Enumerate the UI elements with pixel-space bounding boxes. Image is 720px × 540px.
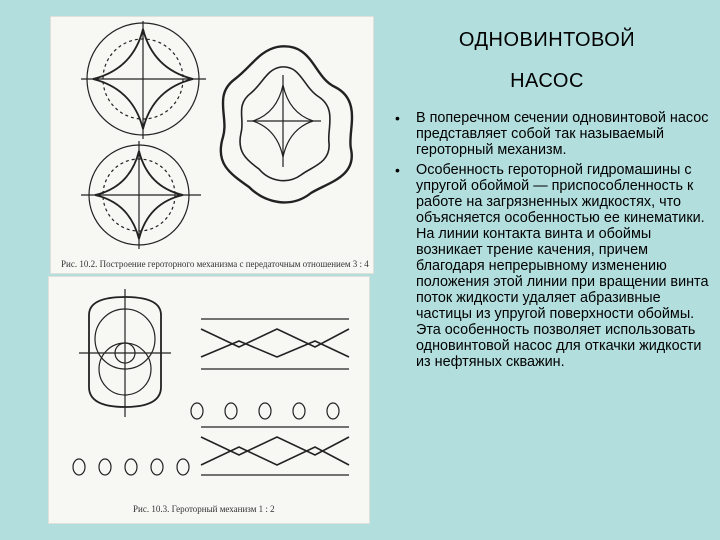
bullet-list bbox=[392, 110, 712, 374]
bullet-item bbox=[392, 162, 712, 370]
figure-caption: Рис. 10.2. Построение героторного механизма с передаточным отношением 3 : 4 bbox=[61, 259, 369, 269]
slide-title-line-2: НАСОС bbox=[510, 70, 584, 92]
bullet-icon: • bbox=[395, 162, 400, 178]
figure-gerotor-1-2 bbox=[48, 276, 370, 524]
bullet-item bbox=[392, 110, 712, 158]
bullet-text: Особенность героторной гидромашины с упругой обоймой — приспособленность к работе на загрязненных жидкостях, что объясняется особенностью ее кинематики. На линии контакта винта и обоймы возникает трение качения, причем благодаря непрерывному изменению положения этой линии при вращении винта поток жидкости удаляет абразивные частицы из упругой поверхности обоймы. Эта особенность позволяет использовать одновинтовой насос для откачки жидкости из нефтяных скважин. bbox=[416, 162, 709, 370]
gerotor-drawing bbox=[51, 17, 373, 257]
figure-caption: Рис. 10.3. Героторный механизм 1 : 2 bbox=[133, 504, 275, 514]
slide-title-line-1: ОДНОВИНТОВОЙ bbox=[458, 29, 636, 51]
bullet-icon: • bbox=[395, 110, 400, 126]
bullet-text: В поперечном сечении одновинтовой насос представляет собой так называемый героторный механизм. bbox=[416, 110, 709, 158]
figure-gerotor-3-4 bbox=[50, 16, 374, 274]
gerotor-mechanism-drawing bbox=[49, 277, 369, 502]
